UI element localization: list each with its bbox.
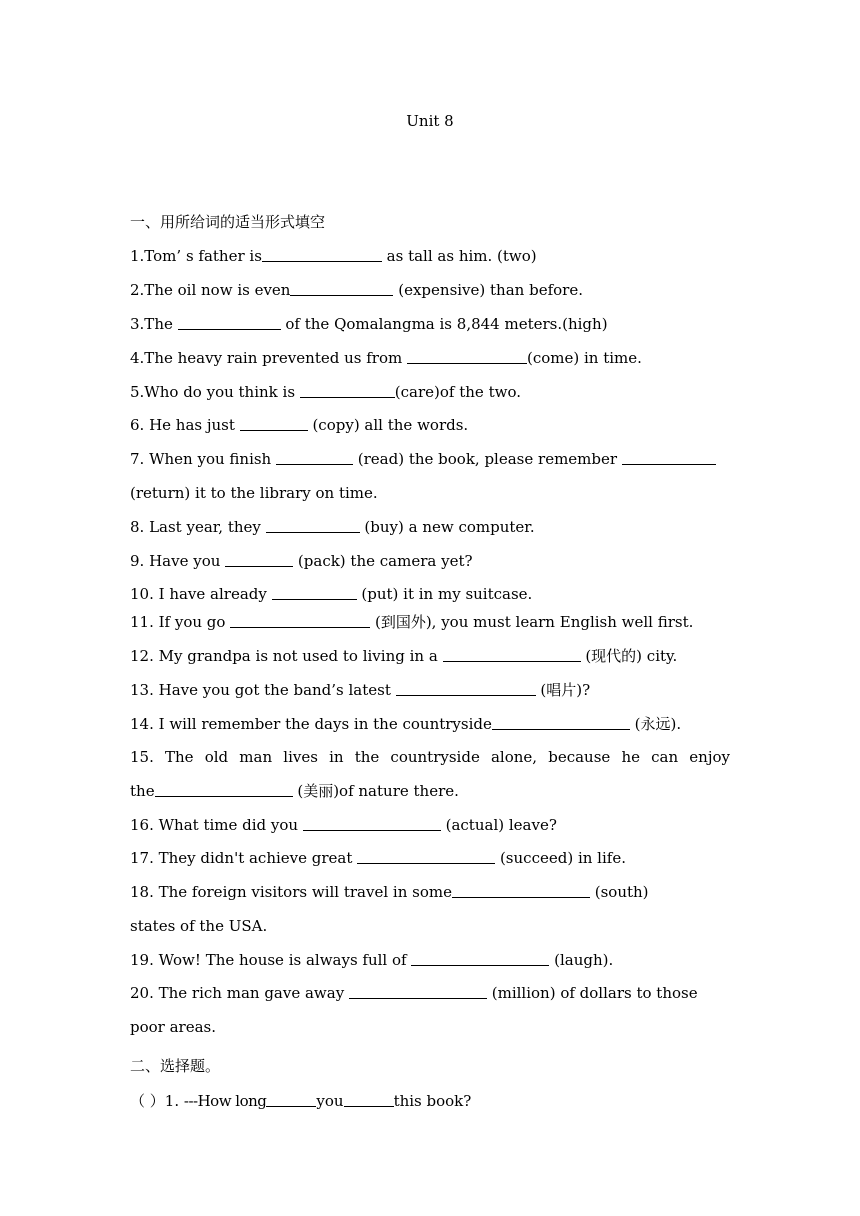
answer-blank[interactable] — [240, 415, 308, 431]
answer-blank[interactable] — [272, 584, 357, 600]
answer-blank[interactable] — [492, 714, 630, 730]
exercise-line-3: 3.The of the Qomalangma is 8,844 meters.(high) — [130, 315, 608, 333]
exercise-line-20b: poor areas. — [130, 1018, 217, 1036]
exercise-line-19: 19. Wow! The house is always full of (laugh). — [130, 951, 614, 969]
answer-blank[interactable] — [262, 246, 382, 262]
answer-blank[interactable] — [443, 646, 581, 662]
answer-blank[interactable] — [452, 882, 590, 898]
exercise-line-11: 11. If you go (到国外), you must learn English well first. — [130, 613, 694, 631]
exercise-line-8: 8. Last year, they (buy) a new computer. — [130, 518, 535, 536]
answer-blank[interactable] — [266, 517, 360, 533]
answer-blank[interactable] — [349, 983, 487, 999]
answer-blank[interactable] — [303, 815, 441, 831]
exercise-line-10: 10. I have already (put) it in my suitcase. — [130, 585, 533, 603]
exercise-line-1: 1.Tom’ s father is as tall as him. (two) — [130, 247, 537, 265]
answer-blank[interactable] — [357, 848, 495, 864]
answer-blank[interactable] — [230, 612, 370, 628]
answer-blank[interactable] — [276, 449, 353, 465]
exercise-line-4: 4.The heavy rain prevented us from (come) in time. — [130, 349, 642, 367]
exercise-line-12: 12. My grandpa is not used to living in a (现代的) city. — [130, 647, 678, 665]
exercise-line-15: 15. The old man lives in the countryside alone, because he can enjoy — [130, 748, 730, 766]
exercise-line-7: 7. When you finish (read) the book, please remember — [130, 449, 730, 469]
answer-blank[interactable] — [178, 314, 281, 330]
answer-blank[interactable] — [396, 680, 536, 696]
exercise-line-15b: the (美丽)of nature there. — [130, 782, 459, 800]
choice-question-1: （ ）1. ---How long you this book? — [130, 1092, 472, 1110]
page-title: Unit 8 — [406, 112, 454, 130]
answer-paren[interactable]: （ ） — [130, 1092, 165, 1110]
section-heading-2: 二、选择题。 — [130, 1057, 221, 1075]
answer-blank[interactable] — [344, 1091, 394, 1107]
exercise-line-2: 2.The oil now is even (expensive) than before. — [130, 281, 583, 299]
exercise-line-17: 17. They didn't achieve great (succeed) in life. — [130, 849, 626, 867]
exercise-line-5: 5.Who do you think is (care)of the two. — [130, 383, 521, 401]
answer-blank[interactable] — [225, 551, 293, 567]
exercise-line-14: 14. I will remember the days in the countryside (永远). — [130, 715, 682, 733]
answer-blank[interactable] — [300, 382, 395, 398]
answer-blank[interactable] — [290, 280, 393, 296]
answer-blank[interactable] — [407, 348, 527, 364]
answer-blank[interactable] — [622, 449, 716, 465]
exercise-line-9: 9. Have you (pack) the camera yet? — [130, 552, 473, 570]
exercise-line-18: 18. The foreign visitors will travel in some (south) — [130, 883, 649, 901]
exercise-line-18b: states of the USA. — [130, 917, 268, 935]
exercise-line-7b: (return) it to the library on time. — [130, 484, 378, 502]
exercise-line-6: 6. He has just (copy) all the words. — [130, 416, 469, 434]
exercise-line-20: 20. The rich man gave away (million) of dollars to those — [130, 984, 698, 1002]
answer-blank[interactable] — [155, 781, 293, 797]
answer-blank[interactable] — [266, 1091, 316, 1107]
exercise-line-13: 13. Have you got the band’s latest (唱片)? — [130, 681, 591, 699]
exercise-line-16: 16. What time did you (actual) leave? — [130, 816, 557, 834]
section-heading-1: 一、用所给词的适当形式填空 — [130, 213, 326, 231]
answer-blank[interactable] — [411, 950, 549, 966]
